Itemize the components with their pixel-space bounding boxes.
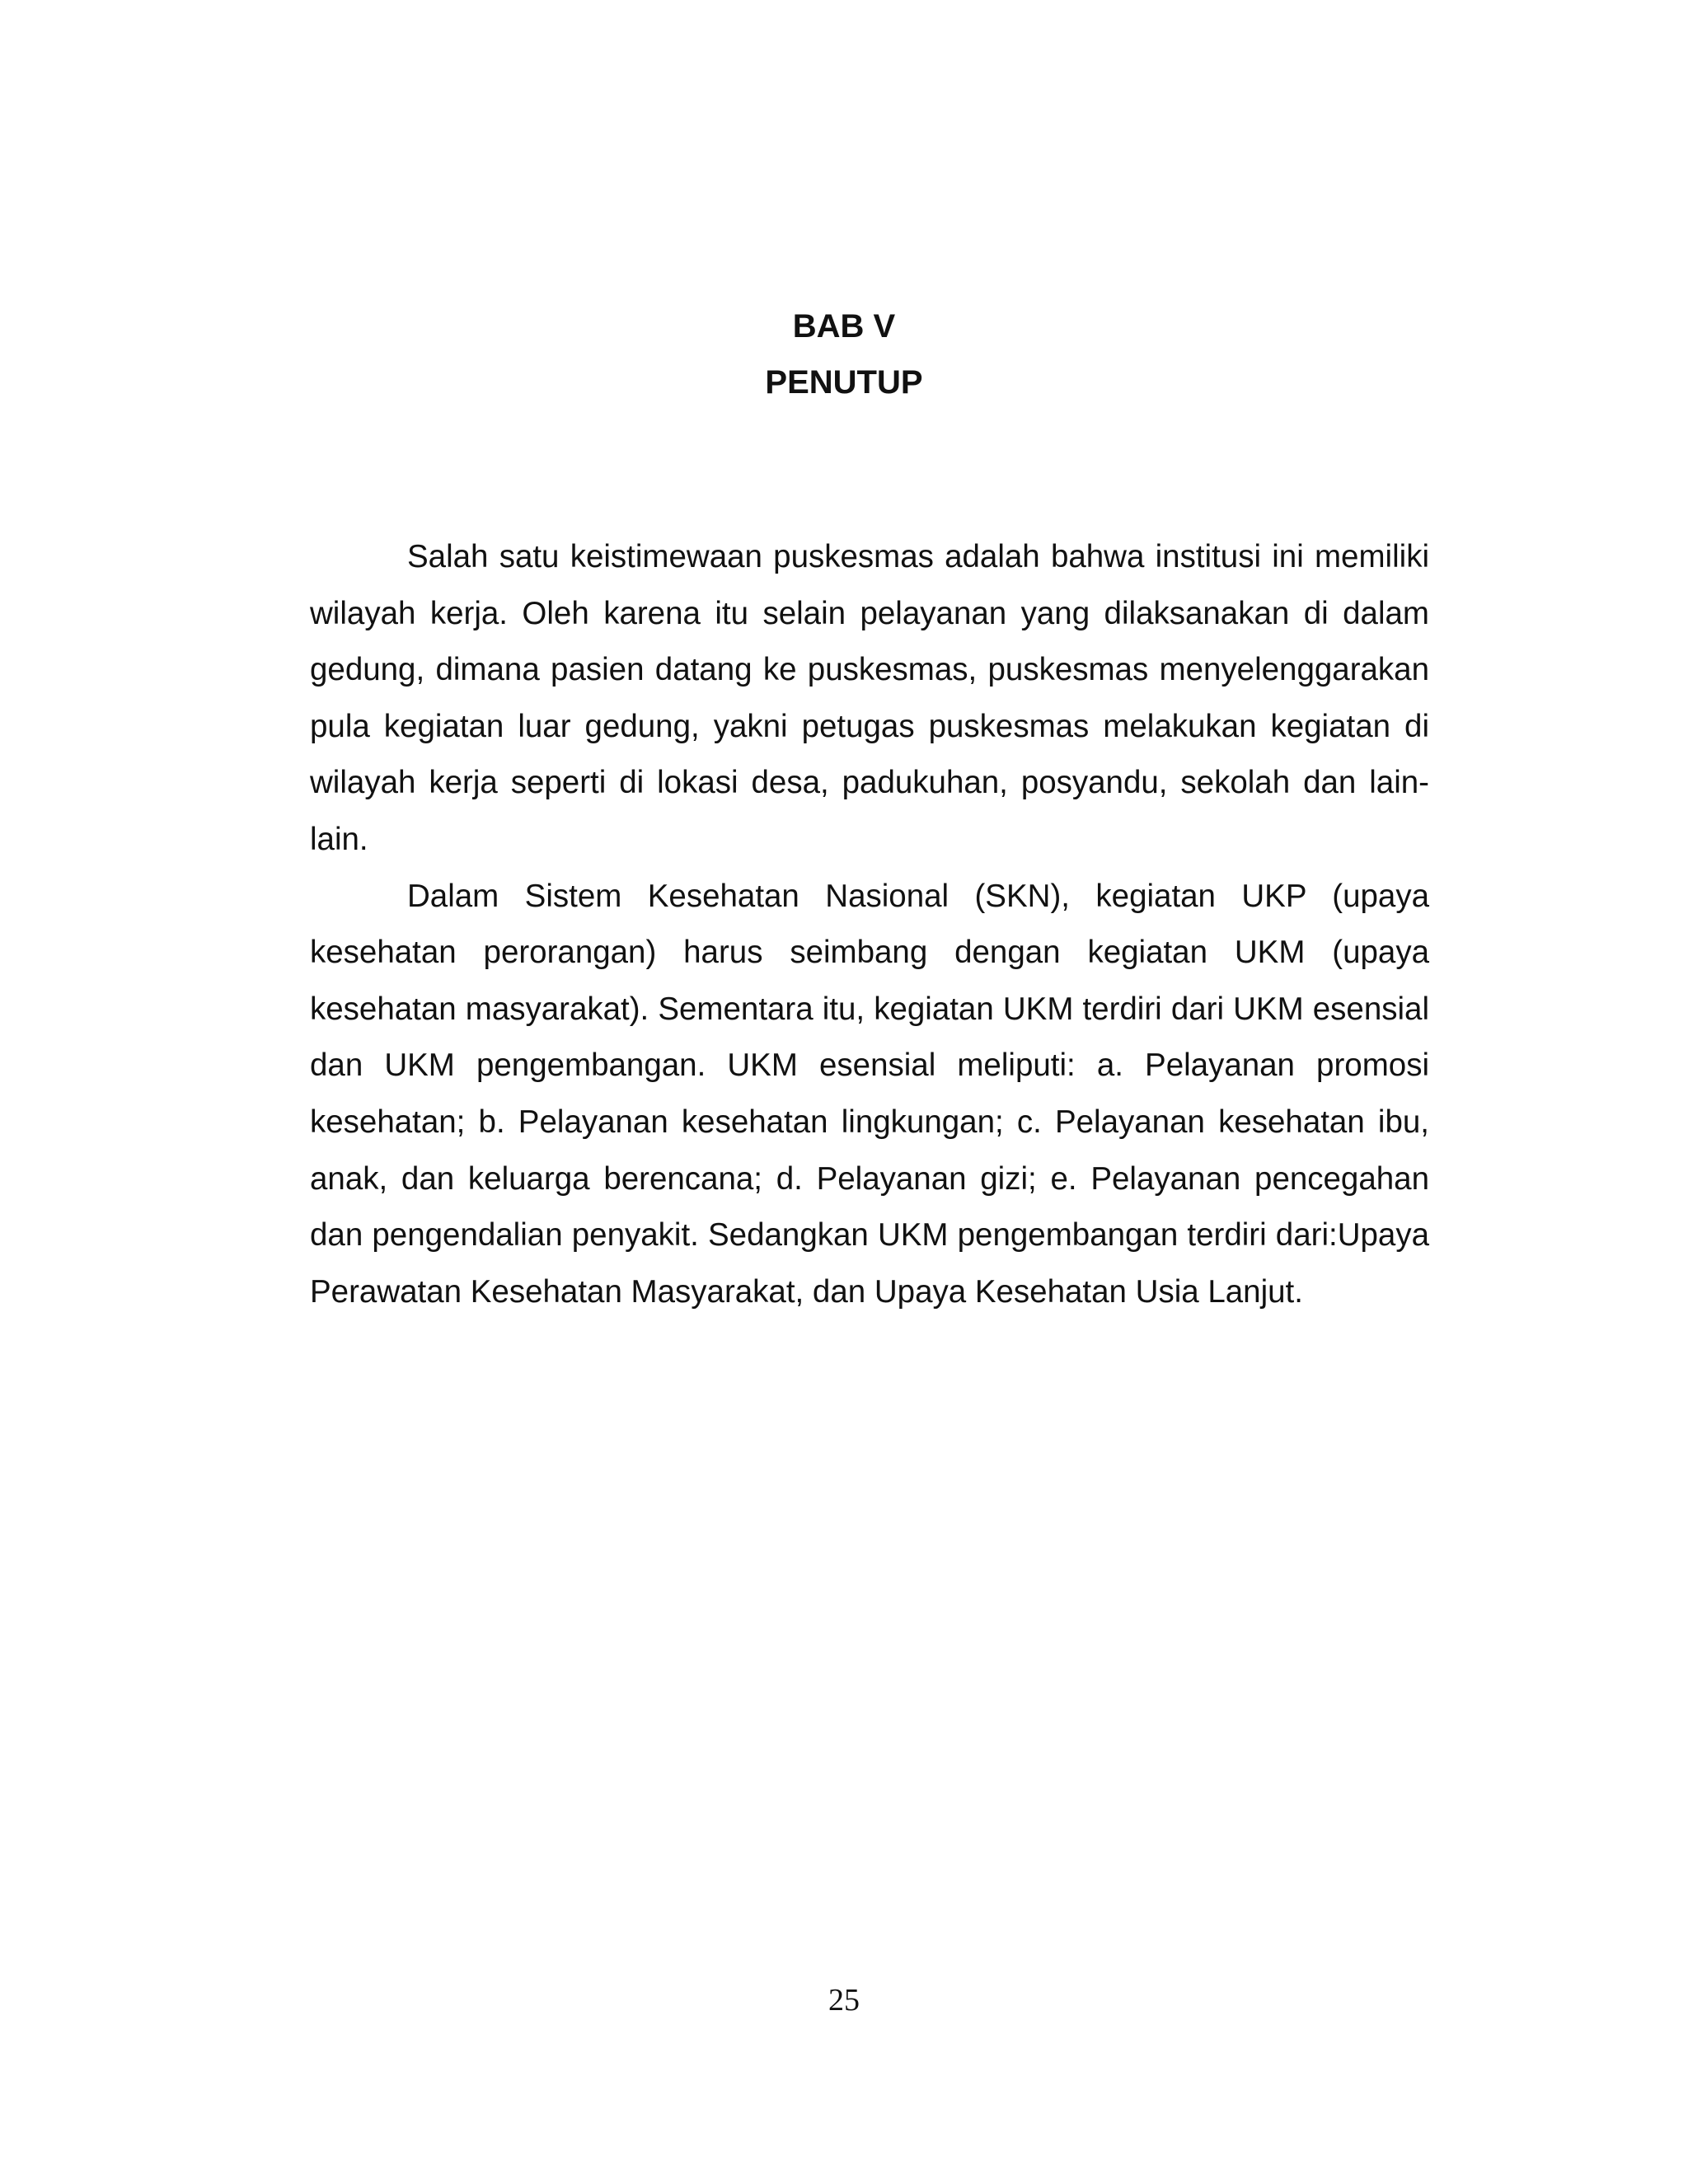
body-text — [310, 529, 1429, 1320]
chapter-title: PENUTUP — [765, 364, 923, 401]
paragraph: Salah satu keistimewaan puskesmas adalah bahwa institusi ini memiliki wilayah kerja. Oleh karena itu selain pelayanan yang dilaksanakan di dalam gedung, dimana pasien datang ke puskesmas, puskesmas menyelenggarakan pula kegiatan luar gedung, yakni petugas puskesmas melakukan kegiatan di wilayah kerja seperti di lokasi desa, padukuhan, posyandu, sekolah dan lain-lain. — [310, 539, 1429, 857]
chapter-number: BAB V — [792, 308, 896, 344]
page-number: 25 — [828, 1983, 860, 2018]
paragraph: Dalam Sistem Kesehatan Nasional (SKN), kegiatan UKP (upaya kesehatan perorangan) harus seimbang dengan kegiatan UKM (upaya kesehatan masyarakat). Sementara itu, kegiatan UKM terdiri dari UKM esensial dan UKM pengembangan. UKM esensial meliputi: a. Pelayanan promosi kesehatan; b. Pelayanan kesehatan lingkungan; c. Pelayanan kesehatan ibu, anak, dan keluarga berencana; d. Pelayanan gizi; e. Pelayanan pencegahan dan pengendalian penyakit. Sedangkan UKM pengembangan terdiri dari:Upaya Perawatan Kesehatan Masyarakat, dan Upaya Kesehatan Usia Lanjut. — [310, 878, 1429, 1310]
